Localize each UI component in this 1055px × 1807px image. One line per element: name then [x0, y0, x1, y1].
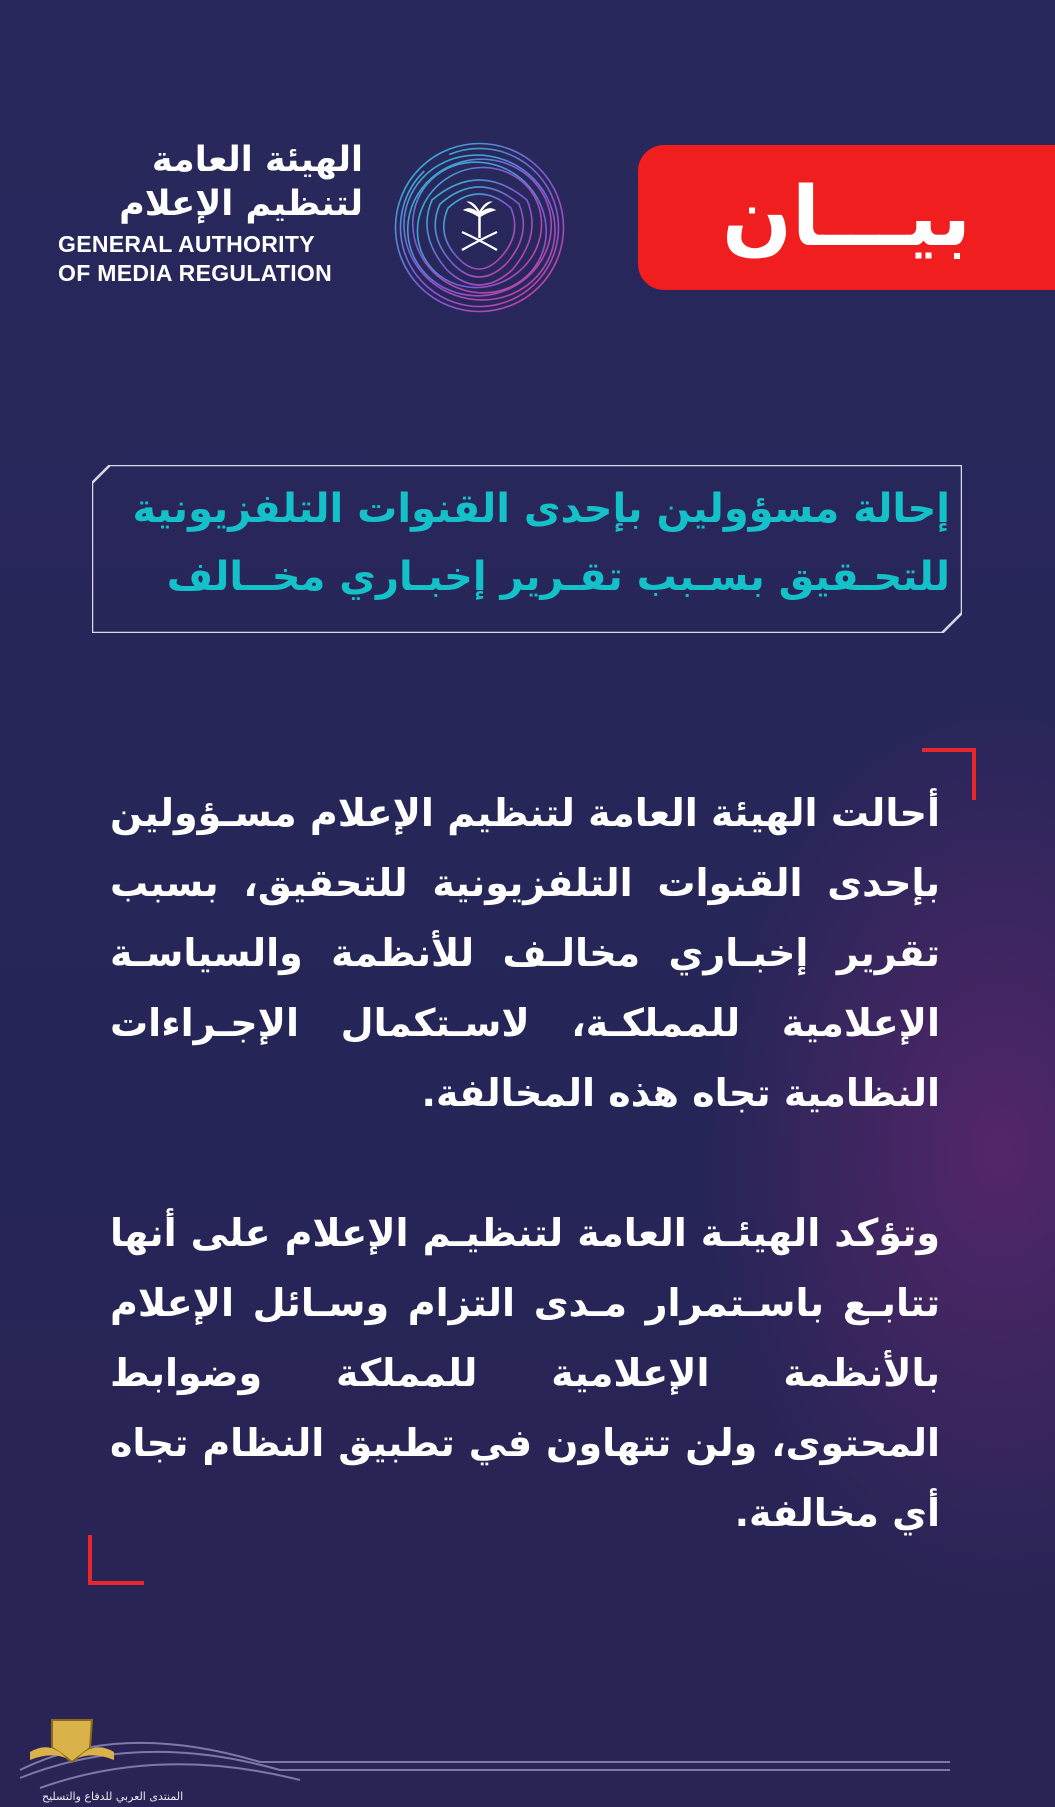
- body-paragraph-1: أحالت الهيئة العامة لتنظيم الإعلام مسـؤولين بإحدى القنوات التلفزيونية للتحقيق، بسبب تقرير إخبـاري مخالـف للأنظمة والسياسـة الإعلامية للمملكـة، لاسـتكمال الإجـراءات النظامية تجاه هذه المخالفة.: [110, 791, 940, 1115]
- org-name-english: [58, 230, 368, 288]
- headline-line1: إحالة مسؤولين بإحدى القنوات التلفزيونية: [132, 486, 950, 532]
- org-name-arabic-line1: الهيئة العامة: [151, 140, 363, 180]
- statement-badge: بيـــان: [638, 145, 1055, 290]
- org-name-arabic: [58, 138, 363, 226]
- org-name-english-line2: OF MEDIA REGULATION: [58, 260, 333, 286]
- body-paragraph-2: وتؤكد الهيئـة العامة لتنظيـم الإعلام على أنها تتابـع باسـتمرار مـدى التزام وسـائل الإعلام بالأنظمة الإعلامية للمملكة وضوابط المحتوى، ولن تتهاون في تطبيق النظام تجاه أي مخالفة.: [110, 1211, 940, 1535]
- org-name-arabic-line2: لتنظيم الإعلام: [119, 184, 363, 224]
- headline-line2: للتحـقيق بسـبب تقـرير إخبـاري مخــالف: [166, 554, 950, 600]
- statement-body: [110, 778, 940, 1548]
- org-name-english-line1: GENERAL AUTHORITY: [58, 231, 315, 257]
- saudi-emblem-palm-swords-icon: [392, 140, 567, 315]
- forum-watermark-text: المنتدى العربي للدفاع والتسليح: [42, 1790, 184, 1803]
- headline: [110, 475, 950, 611]
- arab-defense-forum-shield-icon: [30, 1720, 114, 1762]
